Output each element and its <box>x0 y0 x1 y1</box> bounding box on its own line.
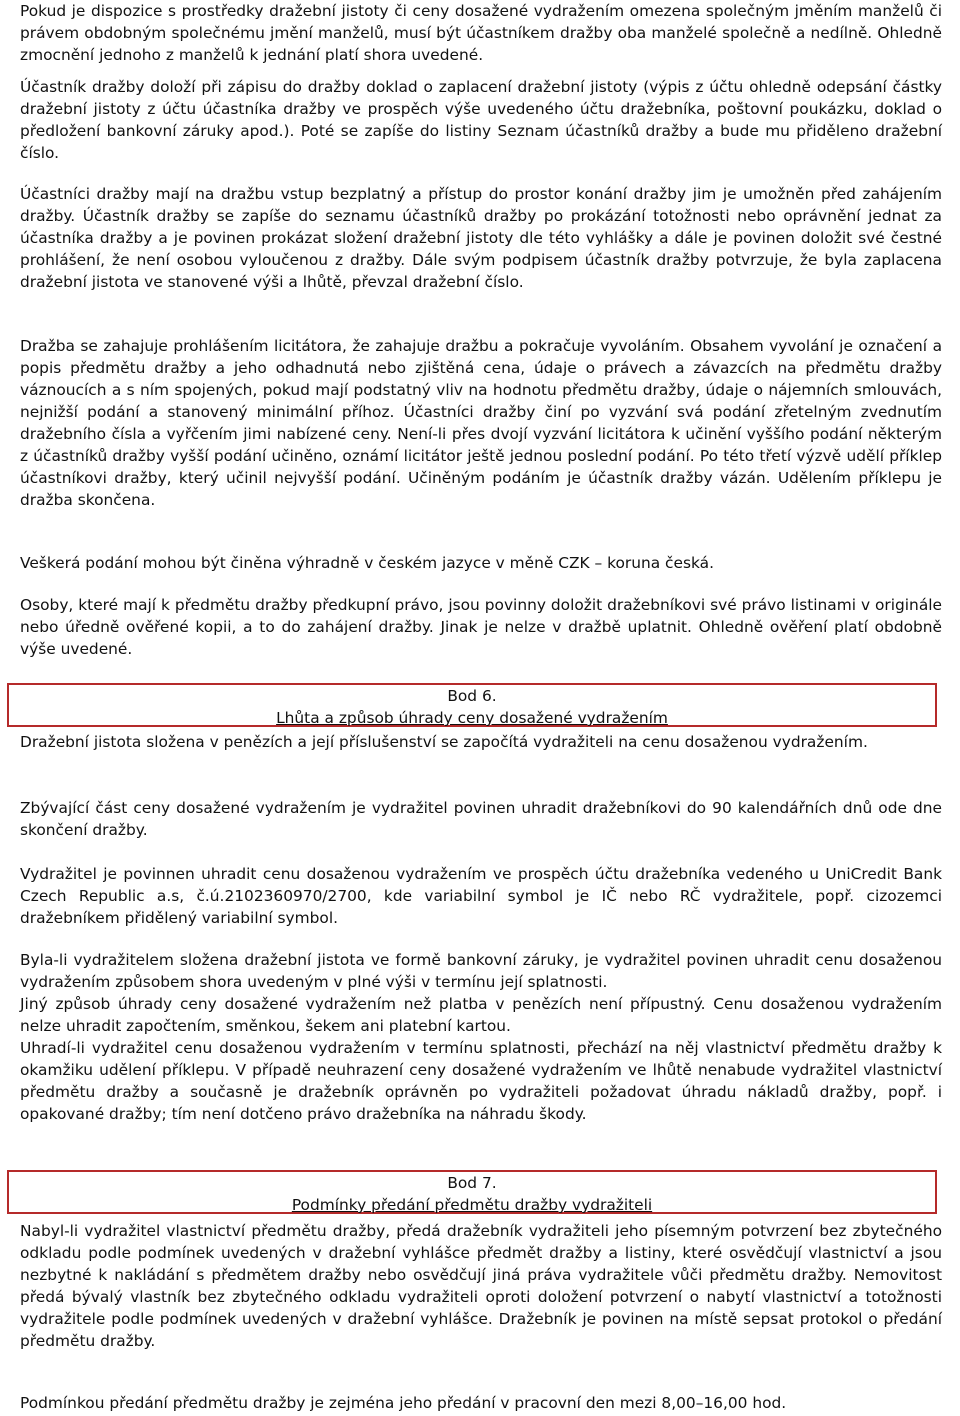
section-6-paragraph: Vydražitel je povinnen uhradit cenu dosaženou vydražením ve prospěch účtu dražebníka vedeného u UniCredit Bank Czech Republic a.s, č.ú.2102360970/2700, kde variabilní symbol je IČ nebo RČ vydražitele, popř. cizozemci dražebníkem přidělený variabilní symbol. <box>20 865 942 927</box>
paragraph-auction-start: Dražba se zahajuje prohlášením licitátora, že zahajuje dražbu a pokračuje vyvoláním. Obsahem vyvolání je označení a popis předmětu dražby a jeho odhadnutá nebo zjištěná cena, údaje o právech a závazcích na předmětu dražby váznoucích a s ním spojených, pokud mají podstatný vliv na hodnotu předmětu dražby, údaje o nájemních smlouvách, nejnižší podání a stanovený minimální příhoz. Účastníci dražby činí po vyzvání svá podání zřetelným zvednutím dražebního čísla a vyřčením jimi nabízené ceny. Není-li přes dvojí vyzvání licitátora k učinění vyššího podání některým z účastníků dražby vyšší podání učiněno, oznámí licitátor ještě jednou poslední podání. Po této třetí výzvě udělí příklep účastníkovi dražby, který učinil nejvyšší podání. Učiněným podáním je účastník dražby vázán. Udělením příklepu je dražba skončena. <box>20 337 942 509</box>
section-7-paragraph: Nabyl-li vydražitel vlastnictví předmětu dražby, předá dražebník vydražiteli jeho písemným potvrzení bez zbytečného odkladu podle podmínek uvedených v dražební vyhlášce předmět dražby a listiny, které osvědčují vlastnictví a jsou nezbytné k nakládání s předmětem dražby nebo osvědčují jiná práva vydražitele vůči předmětu dražby. Nemovitost předá bývalý vlastník bez zbytečného odkladu vydražiteli oproti doložení potvrzení o nabytí vlastnictví a totožnosti vydražitele podle podmínek uvedených v dražební vyhlášce. Dražebník je povinen na místě sepsat protokol o předání předmětu dražby. <box>20 1222 942 1350</box>
paragraph-proof-of-deposit: Účastník dražby doloží při zápisu do dražby doklad o zaplacení dražební jistoty (výpis z účtu ohledně odepsání částky dražební jistoty z účtu účastníka dražby ve prospěch výše uvedeného účtu dražebníka, poštovní poukázku, doklad o předložení bankovní záruky apod.). Poté se zapíše do listiny Seznam účastníků dražby a bude mu přiděleno dražební číslo. <box>20 78 942 162</box>
section-6-number: Bod 6. <box>447 687 497 705</box>
paragraph-pre-emption: Osoby, které mají k předmětu dražby předkupní právo, jsou povinny doložit dražebníkovi své právo listinami v originále nebo úředně ověřené kopii, a to do zahájení dražby. Jinak je nelze v dražbě uplatnit. Ohledně ověření platí obdobně výše uvedené. <box>20 596 942 658</box>
paragraph-entry: Účastníci dražby mají na dražbu vstup bezplatný a přístup do prostor konání dražby jim je umožněn před zahájením dražby. Účastník dražby se zapíše do seznamu účastníků dražby po prokázání totožnosti nebo oprávnění jednat za účastníka dražby a je povinen prokázat složení dražební jistoty dle této vyhlášky a dále je povinen doložit své čestné prohlášení, že není osobou vyloučenou z dražby. Dále svým podpisem účastník dražby potvrzuje, že byla zaplacena dražební jistota ve stanovené výši a lhůtě, převzal dražební číslo. <box>20 185 942 291</box>
section-7-header-box <box>7 1170 937 1214</box>
section-6-title: Lhůta a způsob úhrady ceny dosažené vydražením <box>276 709 668 727</box>
paragraph-currency: Veškerá podání mohou být činěna výhradně v českém jazyce v měně CZK – koruna česká. <box>20 554 714 572</box>
section-7-number: Bod 7. <box>447 1174 497 1192</box>
section-6-paragraph: Dražební jistota složena v penězích a její příslušenství se započítá vydražiteli na cenu dosaženou vydražením. <box>20 733 868 751</box>
section-6-paragraph: Zbývající část ceny dosažené vydražením je vydražitel povinen uhradit dražebníkovi do 90 kalendářních dnů ode dne skončení dražby. <box>20 799 942 839</box>
section-6-paragraph: Byla-li vydražitelem složena dražební jistota ve formě bankovní záruky, je vydražitel povinen uhradit cenu dosaženou vydražením způsobem shora uvedeným v plné výši v termínu její splatnosti. <box>20 951 942 991</box>
section-6-paragraph: Uhradí-li vydražitel cenu dosaženou vydražením v termínu splatnosti, přechází na něj vlastnictví předmětu dražby k okamžiku udělení příklepu. V případě neuhrazení ceny dosažené vydražením ve lhůtě nenabude vydražitel vlastnictví předmětu dražby a současně je dražebník oprávněn po vydražiteli požadovat úhradu nákladů dražby, popř. i opakované dražby; tím není dotčeno právo dražebníka na náhradu škody. <box>20 1039 942 1123</box>
section-6-paragraph: Jiný způsob úhrady ceny dosažené vydražením než platba v penězích není přípustný. Cenu dosaženou vydražením nelze uhradit započtením, směnkou, šekem ani platební kartou. <box>20 995 942 1035</box>
section-7-title: Podmínky předání předmětu dražby vydražiteli <box>291 1196 653 1214</box>
section-7-paragraph: Podmínkou předání předmětu dražby je zejména jeho předání v pracovní den mezi 8,00–16,00 hod. <box>20 1394 787 1412</box>
paragraph-spouses: Pokud je dispozice s prostředky dražební jistoty či ceny dosažené vydražením omezena společným jměním manželů či právem obdobným společnému jmění manželů, musí být účastníkem dražby oba manželé společně a nedílně. Ohledně zmocnění jednoho z manželů k jednání platí shora uvedené. <box>20 2 942 64</box>
section-6-header-box <box>7 683 937 727</box>
